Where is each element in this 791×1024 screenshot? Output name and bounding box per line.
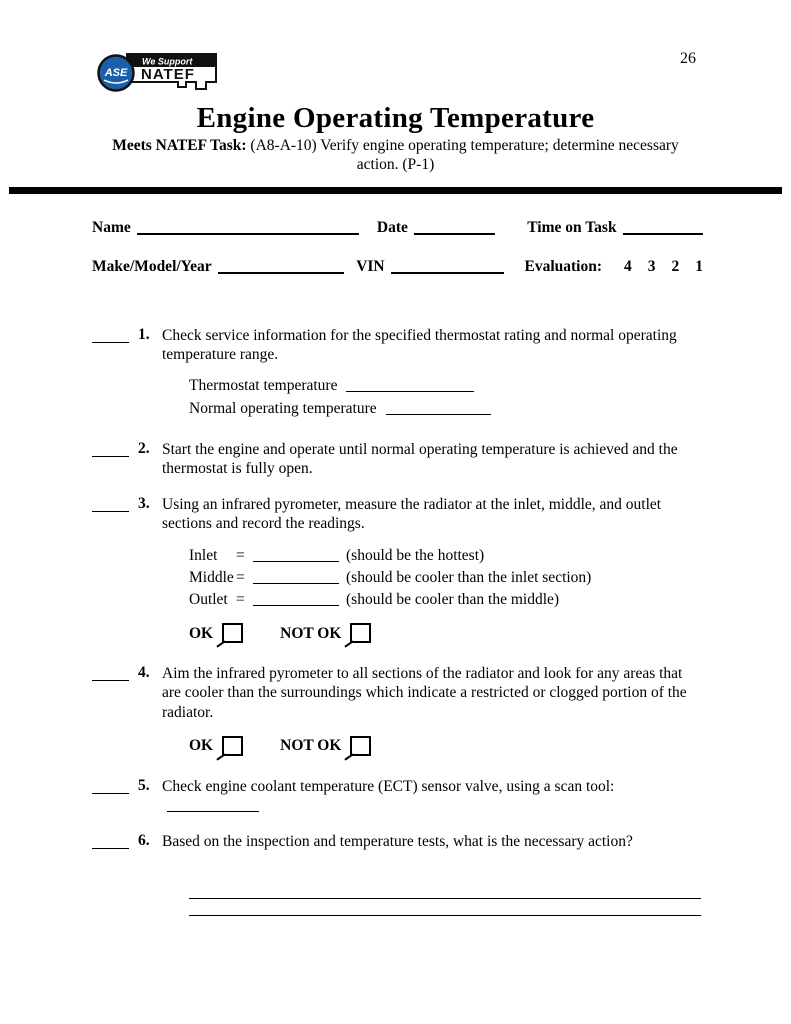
outlet-note: (should be cooler than the middle) <box>346 591 560 608</box>
task-4-ok-checkbox[interactable] <box>222 736 243 756</box>
task-2-text: Start the engine and operate until normal operating temperature is achieved and the thermostat is fully open. <box>162 440 678 477</box>
thermostat-temperature-label: Thermostat temperature <box>189 377 338 395</box>
task-1-sublines <box>189 376 703 418</box>
task-5-number: 5. <box>138 776 150 794</box>
task-4-number: 4. <box>138 664 150 682</box>
logo-graphic <box>95 42 219 98</box>
task-6-text: Based on the inspection and temperature tests, what is the necessary action? <box>162 833 633 851</box>
middle-equals: = <box>236 568 245 586</box>
name-input-line[interactable] <box>137 221 359 235</box>
natef-task-text-line1: (A8-A-10) Verify engine operating temperature; determine necessary <box>250 137 679 154</box>
evaluation-score-3[interactable]: 3 <box>647 257 656 275</box>
task-item-6 <box>92 832 703 915</box>
task-4-ok-label: OK <box>189 737 214 755</box>
page-header <box>0 0 791 98</box>
task-4-completion-line[interactable] <box>92 666 129 681</box>
necessary-action-answer-line-2[interactable] <box>189 899 701 916</box>
vin-label: VIN <box>356 257 385 275</box>
outlet-label: Outlet <box>189 591 228 608</box>
natef-task-statement <box>0 137 791 175</box>
task-1-number: 1. <box>138 325 150 343</box>
page-title: Engine Operating Temperature <box>196 102 595 134</box>
task-item-5 <box>92 777 703 815</box>
info-row-1 <box>92 218 703 237</box>
evaluation-score-4[interactable]: 4 <box>624 257 632 275</box>
task-item-1 <box>92 326 703 423</box>
task-4-ok-row <box>189 736 703 756</box>
inlet-label: Inlet <box>189 546 218 564</box>
task-1-completion-line[interactable] <box>92 328 129 343</box>
inlet-reading-row <box>189 546 703 565</box>
middle-label: Middle <box>189 568 234 586</box>
task-5-text: Check engine coolant temperature (ECT) sensor valve, using a scan tool: <box>162 777 615 795</box>
inlet-equals: = <box>236 546 245 564</box>
time-on-task-input-line[interactable] <box>623 221 703 235</box>
middle-note: (should be cooler than the inlet section) <box>346 568 592 586</box>
divider-rule <box>9 187 782 194</box>
evaluation-score-2[interactable]: 2 <box>671 257 680 275</box>
task-3-text: Using an infrared pyrometer, measure the radiator at the inlet, middle, and outlet sections and record the readings. <box>162 496 662 533</box>
normal-operating-temperature-input-line[interactable] <box>386 402 491 415</box>
task-2-number: 2. <box>138 439 150 457</box>
scan-tool-reading-input-line[interactable] <box>167 799 259 812</box>
natef-ase-logo <box>95 42 219 98</box>
vin-input-line[interactable] <box>391 260 505 274</box>
task-list <box>0 326 791 916</box>
inlet-note: (should be the hottest) <box>346 546 485 564</box>
time-on-task-label: Time on Task <box>527 218 617 236</box>
logo-natef-text: NATEF <box>141 66 195 83</box>
task-4-not-ok-label: NOT OK <box>280 737 342 755</box>
date-input-line[interactable] <box>414 221 495 235</box>
middle-reading-input-line[interactable] <box>253 571 339 584</box>
task-3-not-ok-checkbox[interactable] <box>350 623 371 643</box>
outlet-reading-input-line[interactable] <box>253 593 339 606</box>
task-3-ok-checkbox[interactable] <box>222 623 243 643</box>
task-item-3 <box>92 495 703 647</box>
task-6-completion-line[interactable] <box>92 834 129 849</box>
task-item-2 <box>92 440 703 478</box>
task-4-text: Aim the infrared pyrometer to all sections of the radiator and look for any areas that are cooler than the surroundings which indicate a restricted or clogged portion of the radiator. <box>162 665 687 721</box>
task-2-completion-line[interactable] <box>92 442 129 457</box>
task-3-completion-line[interactable] <box>92 497 129 512</box>
outlet-reading-row <box>189 590 703 609</box>
middle-reading-row <box>189 568 703 587</box>
task-4-not-ok-checkbox[interactable] <box>350 736 371 756</box>
thermostat-temperature-input-line[interactable] <box>346 379 474 392</box>
task-3-ok-label: OK <box>189 624 214 642</box>
page-number: 26 <box>680 50 696 67</box>
task-3-not-ok-label: NOT OK <box>280 624 342 642</box>
info-row-2 <box>92 257 703 276</box>
task-3-number: 3. <box>138 495 150 513</box>
task-1-text: Check service information for the specified thermostat rating and normal operating temperature range. <box>162 326 677 364</box>
task-item-4 <box>92 664 703 760</box>
logo-ase-text: ASE <box>104 67 128 79</box>
evaluation-label: Evaluation: <box>524 257 602 275</box>
make-model-year-label: Make/Model/Year <box>92 257 212 275</box>
normal-operating-temperature-label: Normal operating temperature <box>189 400 377 418</box>
task-5-completion-line[interactable] <box>92 779 129 794</box>
task-3-ok-row <box>189 623 703 643</box>
logo-we-support-text: We Support <box>142 56 193 67</box>
evaluation-score-1[interactable]: 1 <box>695 257 703 275</box>
necessary-action-answer-line-1[interactable] <box>189 882 701 899</box>
name-label: Name <box>92 218 131 236</box>
date-label: Date <box>376 218 408 236</box>
outlet-equals: = <box>236 591 245 608</box>
task-6-number: 6. <box>138 832 150 850</box>
inlet-reading-input-line[interactable] <box>253 549 339 562</box>
student-info-section <box>0 218 791 276</box>
radiator-readings <box>189 546 703 610</box>
natef-task-text-line2: action. (P-1) <box>356 155 435 173</box>
meets-natef-task-label: Meets NATEF Task: <box>112 137 247 154</box>
make-model-year-input-line[interactable] <box>218 260 345 274</box>
necessary-action-answer-area <box>189 882 703 916</box>
